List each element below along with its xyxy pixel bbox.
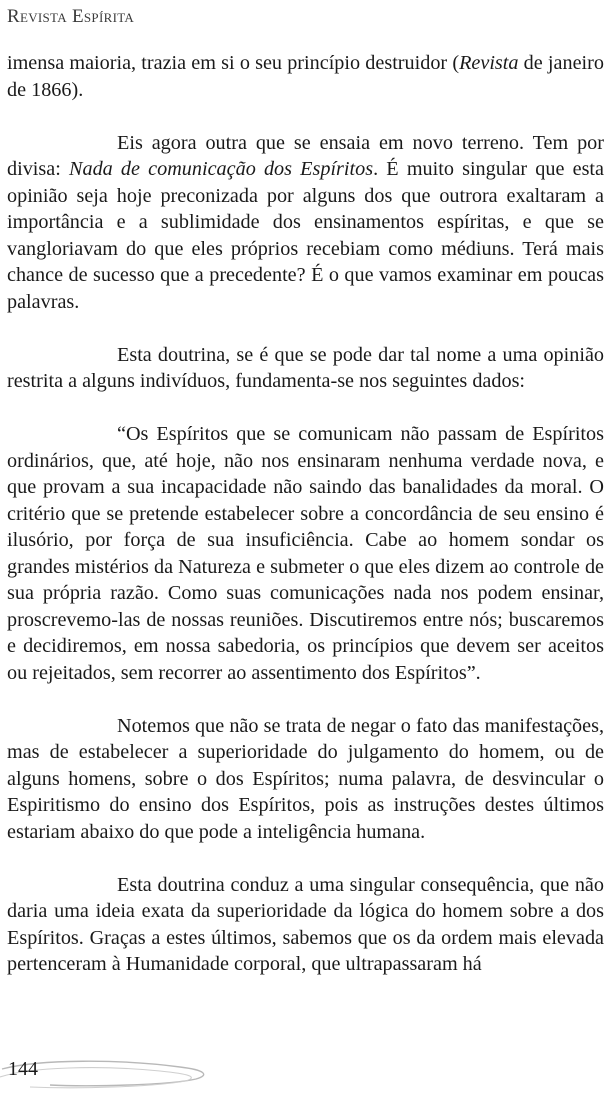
paragraph-1-text-a: imensa maioria, trazia em si o seu princípio destruidor ( [7,52,460,74]
running-head: Revista Espírita [7,6,135,27]
page-body [7,50,604,978]
paragraph-2-italic: Nada de comunicação dos Espíritos [69,158,374,180]
paragraph-2-text-a: Eis agora outra que se ensaia em novo terreno. Tem por divisa: [7,131,604,180]
paragraph-3: Esta doutrina, se é que se pode dar tal nome a uma opinião restrita a alguns indivíduos, fundamenta-se nos seguintes dados: [7,343,604,392]
page-number: 144 [8,1058,38,1080]
paragraph-6: Esta doutrina conduz a uma singular consequência, que não daria uma ideia exata da superioridade da lógica do homem sobre a dos Espíritos. Graças a estes últimos, sabemos que os da ordem mais elevada pertenceram à Humanidade corporal, que ultrapassaram há [7,873,604,975]
paragraph-1-italic: Revista [459,52,519,74]
paragraph-5: Notemos que não se trata de negar o fato das manifestações, mas de estabelecer a superioridade do julgamento do homem, ou de alguns homens, sobre o dos Espíritos; numa palavra, de desvincular o Espiritismo do ensino dos Espíritos, pois as instruções destes últimos estariam abaixo do que pode a inteligência humana. [7,714,604,843]
paragraph-1 [7,50,604,103]
paragraph-2 [7,130,604,316]
paragraph-4-quote: “Os Espíritos que se comunicam não passam de Espíritos ordinários, que, até hoje, não nos ensinaram nenhuma verdade nova, e que provam a sua incapacidade não saindo das banalidades da moral. O critério que se pretende estabelecer sobre a concordância de seu ensino é ilusório, por força de sua insuficiência. Cabe ao homem sondar os grandes mistérios da Natureza e submeter o que eles dizem ao controle de sua própria razão. Como suas comunicações nada nos podem ensinar, proscrevemo-las de nossas reuniões. Discutiremos entre nós; buscaremos e decidiremos, em nossa sabedoria, os princípios que devem ser aceitos ou rejeitados, sem recorrer ao assentimento dos Espíritos”. [7,423,604,684]
paragraph-1-text-b: de janeiro de 1866). [7,52,604,101]
paragraph-2-text-b: . É muito singular que esta opinião seja hoje preconizada por alguns dos que outrora exaltaram a importância e a sublimidade dos ensinamentos espíritas, e que se vangloriavam do que eles próprios recebiam como médiuns. Terá mais chance de sucesso que a precedente? É o que vamos examinar em poucas palavras. [7,158,605,313]
